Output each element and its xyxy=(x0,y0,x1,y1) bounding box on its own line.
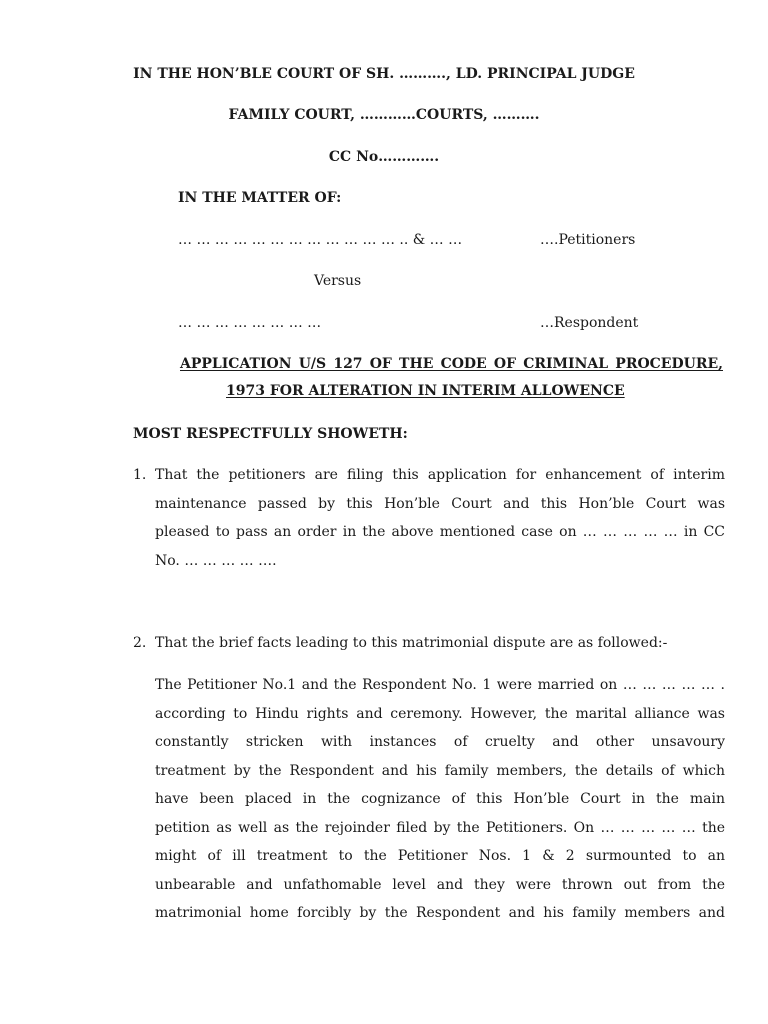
paragraph-2-line: might of ill treatment to the Petitioner Nos. 1 & 2 surmounted to an xyxy=(155,848,725,864)
paragraph-2-line: have been placed in the cognizance of this Hon’ble Court in the main xyxy=(155,791,725,807)
family-court-heading: FAMILY COURT, …………COURTS, ………. xyxy=(228,107,540,123)
respondent-role: …Respondent xyxy=(540,315,639,331)
versus-label: Versus xyxy=(314,273,362,289)
showeth-heading: MOST RESPECTFULLY SHOWETH: xyxy=(133,426,408,442)
court-heading: IN THE HON’BLE COURT OF SH. ………., LD. PRINCIPAL JUDGE xyxy=(133,66,635,82)
application-title-line-1: APPLICATION U/S 127 OF THE CODE OF CRIMINAL PROCEDURE, xyxy=(180,356,723,372)
paragraph-2-line: constantly stricken with instances of cruelty and other unsavoury xyxy=(155,734,725,750)
petitioner-names: … … … … … … … … … … … … .. & … … xyxy=(178,232,463,248)
paragraph-2-line: petition as well as the rejoinder filed by the Petitioners. On … … … … … the xyxy=(155,819,725,836)
application-title-line-2: 1973 FOR ALTERATION IN INTERIM ALLOWENCE xyxy=(226,383,625,399)
paragraph-1-line: maintenance passed by this Hon’ble Court and this Hon’ble Court was xyxy=(155,495,725,512)
paragraph-1 xyxy=(155,461,725,575)
petitioner-role: ….Petitioners xyxy=(540,232,636,248)
matter-heading: IN THE MATTER OF: xyxy=(178,190,342,206)
paragraph-1-line: That the petitioners are filing this application for enhancement of interim xyxy=(155,467,725,483)
paragraph-2-line: The Petitioner No.1 and the Respondent No. 1 were married on … … … … … . xyxy=(155,677,725,693)
paragraph-2-body xyxy=(155,671,725,928)
paragraph-number-2: 2. xyxy=(133,635,147,651)
paragraph-1-line: pleased to pass an order in the above mentioned case on … … … … … in CC xyxy=(155,524,725,540)
paragraph-2-intro: That the brief facts leading to this matrimonial dispute are as followed:- xyxy=(155,635,668,651)
respondent-names: … … … … … … … … xyxy=(178,315,322,331)
paragraph-number-1: 1. xyxy=(133,467,147,483)
paragraph-1-line: No. … … … … …. xyxy=(155,552,277,569)
cc-number: CC No…………. xyxy=(328,149,440,165)
paragraph-2-line: matrimonial home forcibly by the Respondent and his family members and xyxy=(155,905,725,921)
paragraph-2-line: unbearable and unfathomable level and they were thrown out from the xyxy=(155,876,725,893)
paragraph-2-line: treatment by the Respondent and his family members, the details of which xyxy=(155,762,725,779)
paragraph-2-line: according to Hindu rights and ceremony. However, the marital alliance was xyxy=(155,705,725,722)
